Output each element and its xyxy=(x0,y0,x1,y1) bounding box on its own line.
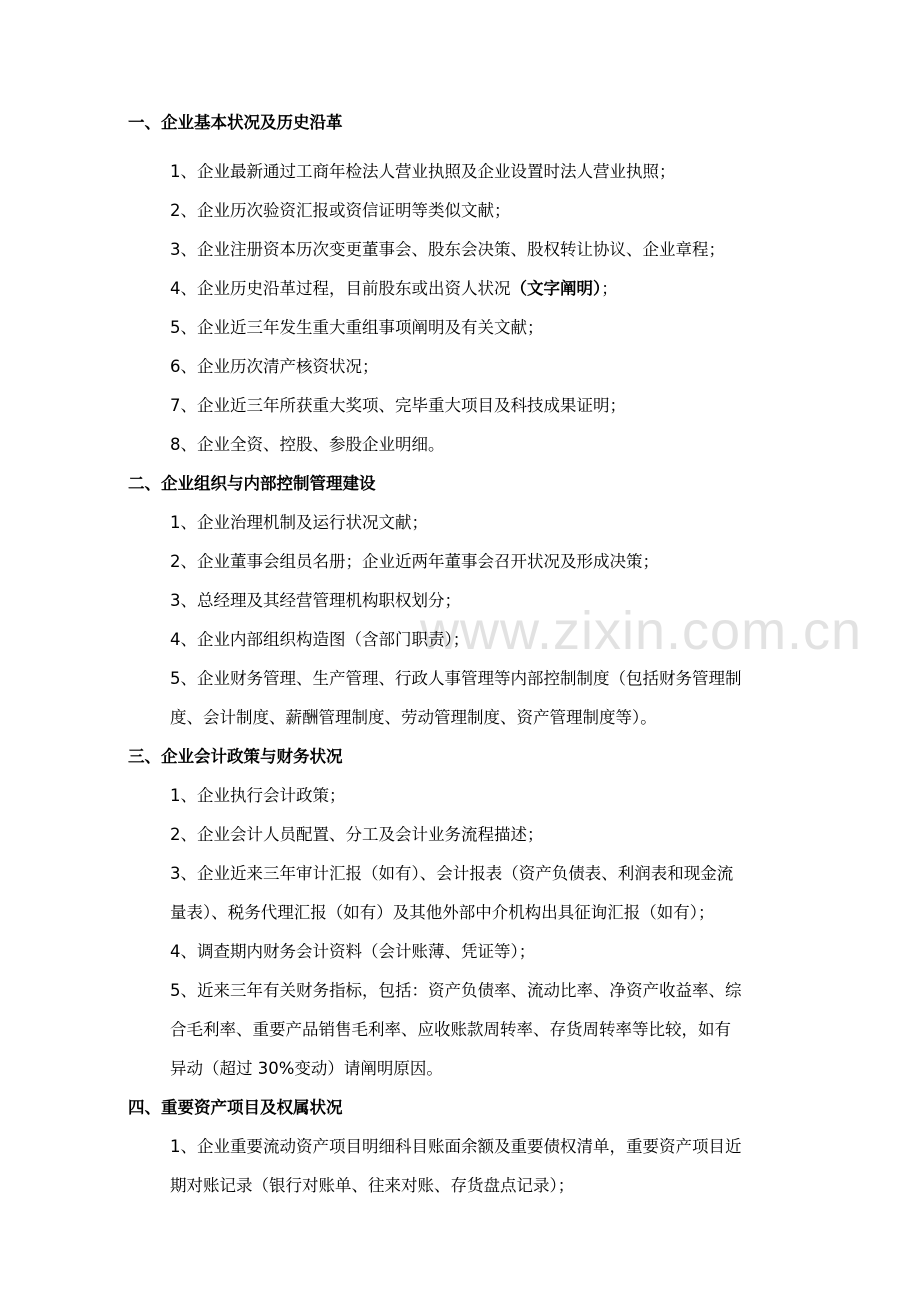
list-item: 4、企业内部组织构造图（含部门职责）； xyxy=(170,630,470,649)
list-item: 1、企业执行会计政策； xyxy=(170,786,346,805)
list-item: 1、企业重要流动资产项目明细科目账面余额及重要债权清单，重要资产项目近 xyxy=(170,1137,742,1156)
emphasis-text: （文字阐明） xyxy=(510,279,602,298)
list-item: 2、企业历次验资汇报或资信证明等类似文献； xyxy=(170,201,511,220)
list-item-text: 4、企业历史沿革过程，目前股东或出资人状况 xyxy=(170,279,511,298)
section-heading-4: 四、重要资产项目及权属状况 xyxy=(128,1098,343,1117)
list-item: 3、企业注册资本历次变更董事会、股东会决策、股权转让协议、企业章程； xyxy=(170,240,725,259)
list-item: 1、企业治理机制及运行状况文献； xyxy=(170,513,428,532)
list-item-continuation: 合毛利率、重要产品销售毛利率、应收账款周转率、存货周转率等比较，如有 xyxy=(170,1020,731,1039)
section-heading-1: 一、企业基本状况及历史沿革 xyxy=(128,113,343,132)
list-item-end: ； xyxy=(601,279,618,298)
watermark: www.zixin.com.cn xyxy=(420,601,863,661)
list-item-continuation: 度、会计制度、薪酬管理制度、劳动管理制度、资产管理制度等）。 xyxy=(170,708,657,727)
list-item-continuation: 异动（超过 30%变动）请阐明原因。 xyxy=(170,1059,443,1078)
list-item: 6、企业历次清产核资状况； xyxy=(170,357,379,376)
list-item: 2、企业董事会组员名册；企业近两年董事会召开状况及形成决策； xyxy=(170,552,659,571)
list-item: 3、总经理及其经营管理机构职权划分； xyxy=(170,591,461,610)
section-heading-2: 二、企业组织与内部控制管理建设 xyxy=(128,474,376,493)
list-item: 8、企业全资、控股、参股企业明细。 xyxy=(170,435,445,454)
list-item: 4、调查期内财务会计资料（会计账薄、凭证等）； xyxy=(170,942,536,961)
list-item xyxy=(170,278,618,300)
list-item: 5、近来三年有关财务指标，包括：资产负债率、流动比率、净资产收益率、综 xyxy=(170,981,742,1000)
list-item: 2、企业会计人员配置、分工及会计业务流程描述； xyxy=(170,825,544,844)
list-item: 5、企业近三年发生重大重组事项阐明及有关文献； xyxy=(170,318,544,337)
list-item: 5、企业财务管理、生产管理、行政人事管理等内部控制制度（包括财务管理制 xyxy=(170,669,742,688)
section-heading-3: 三、企业会计政策与财务状况 xyxy=(128,747,343,766)
list-item-continuation: 量表）、税务代理汇报（如有）及其他外部中介机构出具征询汇报（如有）； xyxy=(170,903,715,922)
list-item: 7、企业近三年所获重大奖项、完毕重大项目及科技成果证明； xyxy=(170,396,626,415)
list-item: 1、企业最新通过工商年检法人营业执照及企业设置时法人营业执照； xyxy=(170,162,676,181)
list-item-continuation: 期对账记录（银行对账单、往来对账、存货盘点记录）； xyxy=(170,1176,575,1195)
list-item: 3、企业近来三年审计汇报（如有）、会计报表（资产负债表、利润表和现金流 xyxy=(170,864,734,883)
